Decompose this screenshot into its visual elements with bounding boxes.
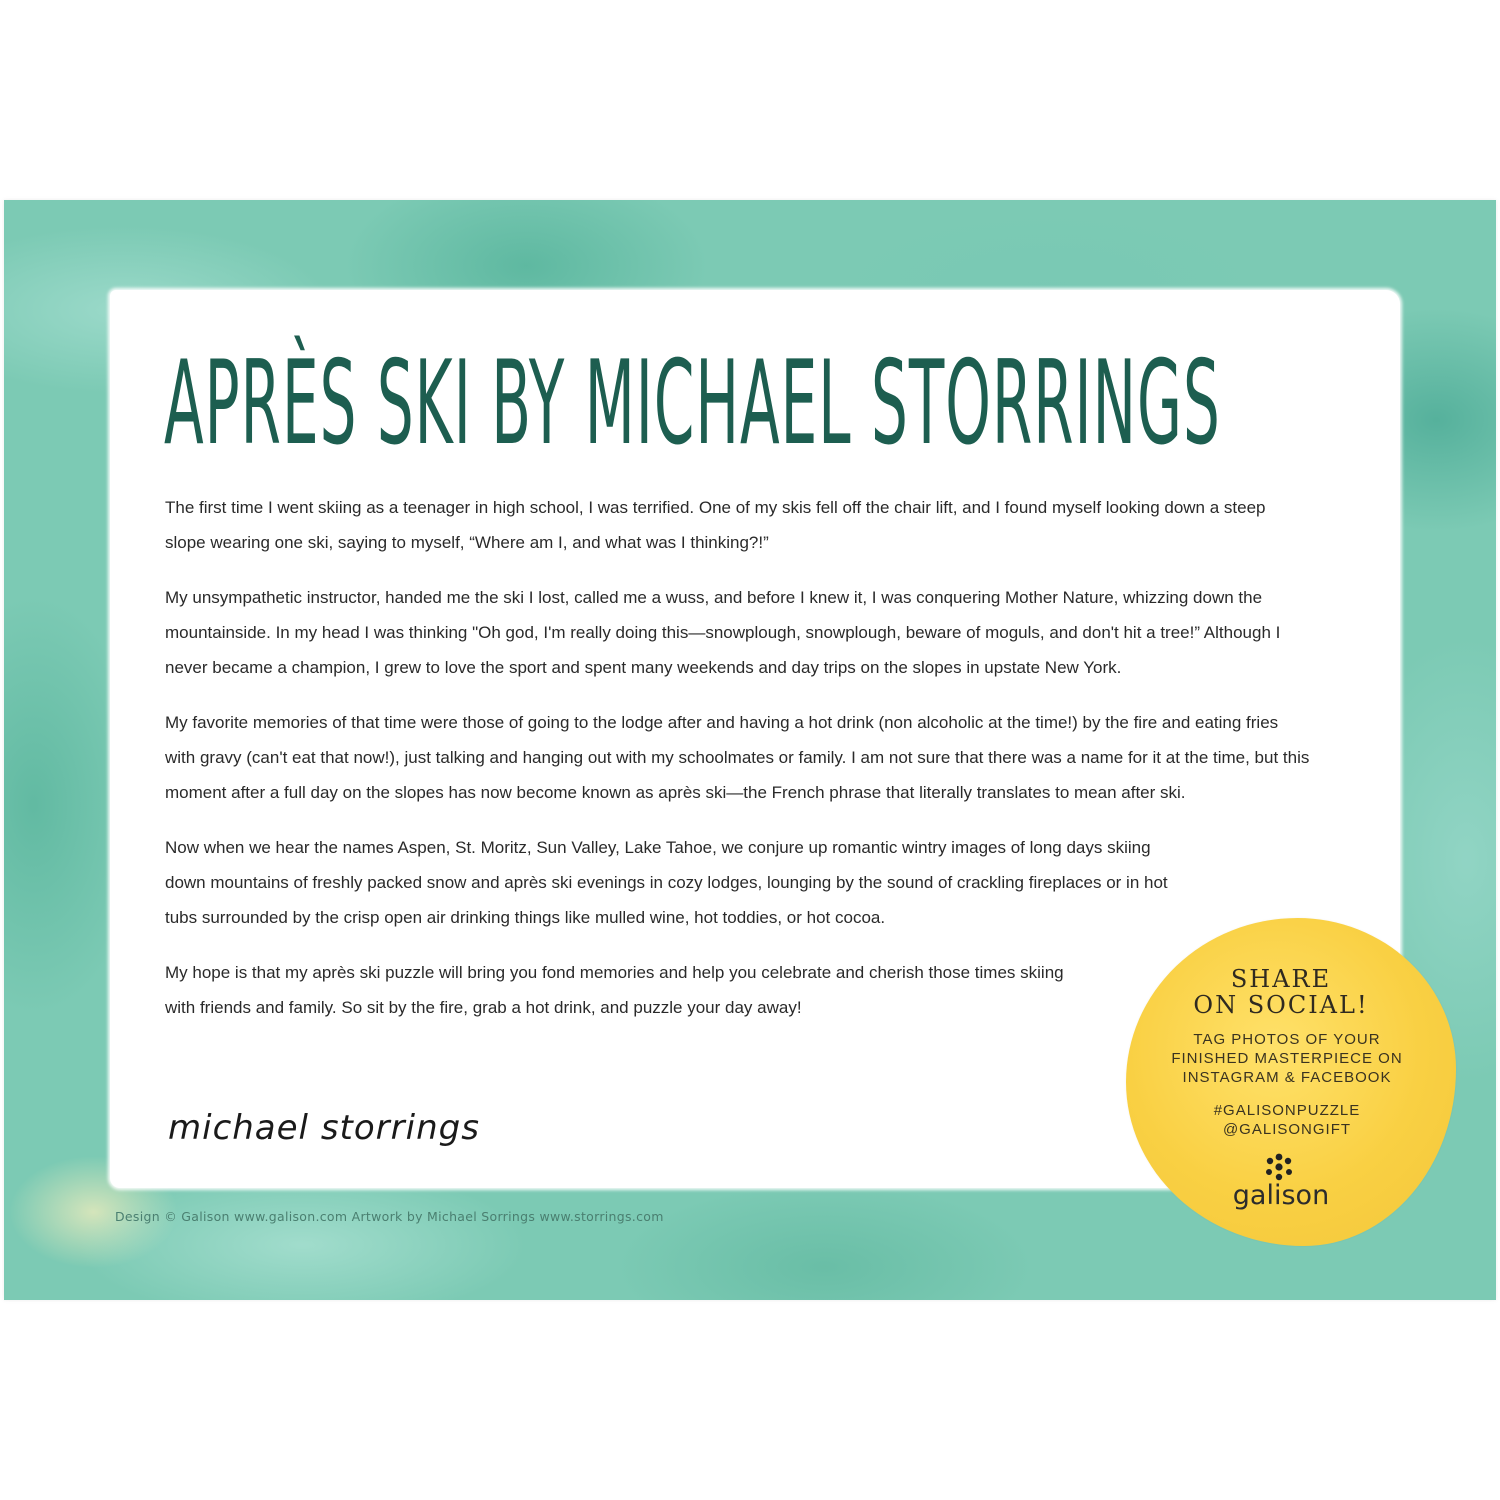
paragraph-5: My hope is that my après ski puzzle will bring you fond memories and help you celebrate and cherish those times skiing with friends and family. So sit by the fire, grab a hot drink, and puzzle your day away! <box>165 963 1064 1017</box>
signature: michael storrings <box>168 1108 480 1148</box>
social-handle: @GALISONGIFT <box>1222 1121 1352 1138</box>
badge-text-line-1: TAG PHOTOS OF YOUR <box>1193 1031 1381 1048</box>
share-badge <box>1126 918 1456 1246</box>
letter-body <box>165 490 1310 1045</box>
badge-tags <box>1126 1101 1448 1139</box>
badge-heading-line-1: SHARE <box>1230 965 1332 993</box>
galison-dots-icon <box>1262 1152 1296 1182</box>
badge-text-line-3: INSTAGRAM & FACEBOOK <box>1182 1069 1392 1086</box>
paragraph-3: My favorite memories of that time were those of going to the lodge after and having a hot drink (non alcoholic at the time!) by the fire and eating fries with gravy (can't eat that now!), just talking and hanging out with my schoolmates or family. I am not sure that there was a name for it at the time, but this moment after a full day on the slopes has now become known as après ski—the French phrase that literally translates to mean after ski. <box>165 713 1310 802</box>
badge-heading <box>1126 966 1436 1018</box>
paragraph-2: My unsympathetic instructor, handed me the ski I lost, called me a wuss, and before I knew it, I was conquering Mother Nature, whizzing down the mountainside. In my head I was thinking "Oh god, I'm really doing this—snowplough, snowplough, beware of moguls, and don't hit a tree!” Although I never became a champion, I grew to love the sport and spent many weekends and day trips on the slopes in upstate New York. <box>165 588 1281 677</box>
page-title: APRÈS SKI BY MICHAEL STORRINGS <box>164 336 1221 471</box>
paragraph-4: Now when we hear the names Aspen, St. Moritz, Sun Valley, Lake Tahoe, we conjure up romantic wintry images of long days skiing down mountains of freshly packed snow and après ski evenings in cozy lodges, lounging by the sound of crackling fireplaces or in hot tubs surrounded by the crisp open air drinking things like mulled wine, hot toddies, or hot cocoa. <box>165 838 1168 927</box>
badge-text-line-2: FINISHED MASTERPIECE ON <box>1171 1050 1403 1067</box>
credits-line: Design © Galison www.galison.com Artwork by Michael Sorrings www.storrings.com <box>115 1209 664 1224</box>
hashtag: #GALISONPUZZLE <box>1213 1102 1361 1119</box>
galison-logo: galison <box>1232 1180 1330 1211</box>
badge-heading-line-2: ON SOCIAL! <box>1193 991 1369 1019</box>
badge-instructions <box>1126 1030 1448 1087</box>
paragraph-1: The first time I went skiing as a teenager in high school, I was terrified. One of my skis fell off the chair lift, and I found myself looking down a steep slope wearing one ski, saying to myself, “Where am I, and what was I thinking?!” <box>165 498 1266 552</box>
